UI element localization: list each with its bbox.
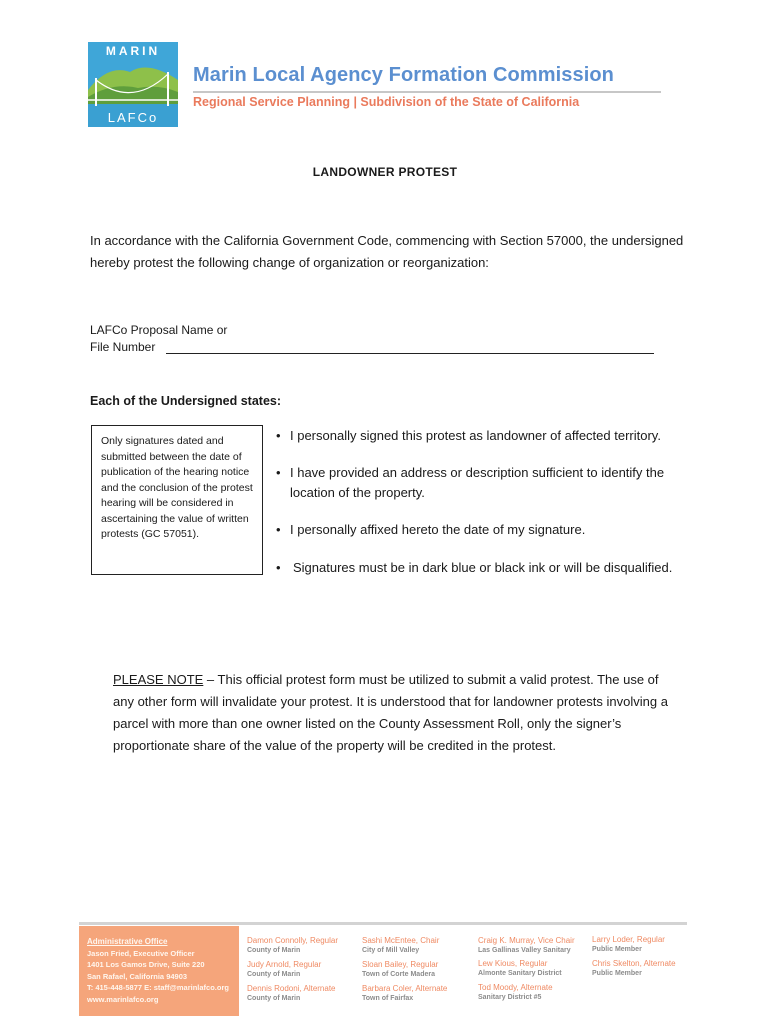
commissioner-role: Las Gallinas Valley Sanitary — [478, 947, 571, 954]
footer-divider — [79, 922, 687, 925]
commissioner — [362, 960, 438, 980]
admin-line: Jason Fried, Executive Officer — [87, 948, 195, 958]
list-item — [276, 558, 696, 578]
proposal-label-line2: File Number — [90, 340, 156, 354]
header-divider — [193, 91, 661, 93]
bullet-icon: • — [276, 522, 281, 537]
commissioner-role: Public Member — [592, 946, 642, 953]
commissioner-name: Damon Connolly, Regular — [247, 936, 339, 945]
bullet-icon: • — [276, 428, 281, 443]
commissioner — [478, 983, 553, 1003]
admin-title: Administrative Office — [87, 937, 168, 946]
admin-website-link[interactable]: www.marinlafco.org — [87, 994, 159, 1004]
please-note-label: PLEASE NOTE — [113, 672, 204, 687]
commissioner-role: Public Member — [592, 970, 642, 977]
commissioner — [478, 959, 562, 979]
commissioner-name: Craig K. Murray, Vice Chair — [478, 936, 575, 945]
commissioner-name: Judy Arnold, Regular — [247, 960, 322, 969]
marin-lafco-logo — [88, 42, 178, 127]
commissioner-role: Town of Fairfax — [362, 995, 414, 1002]
admin-line: San Rafael, California 94903 — [87, 971, 188, 981]
statement-list — [276, 426, 696, 578]
admin-line: T: 415-448-5877 E: staff@marinlafco.org — [87, 983, 229, 992]
undersigned-heading: Each of the Undersigned states: — [90, 394, 282, 408]
signature-note-box: Only signatures dated and submitted between the date of publication of the hearing notice and the conclusion of the protest hearing will be considered in ascertaining the value of written protests (GC 57051). — [91, 425, 263, 575]
file-number-field[interactable] — [166, 353, 654, 354]
commissioner-name: Tod Moody, Alternate — [478, 983, 553, 992]
commissioner — [362, 936, 439, 956]
commissioner — [478, 936, 575, 956]
commissioner-role: Sanitary District #5 — [478, 994, 542, 1001]
commissioner-name: Sloan Bailey, Regular — [362, 960, 439, 969]
administrative-office-box — [79, 926, 239, 1016]
commissioner-role: County of Marin — [247, 971, 301, 978]
commissioner-name: Lew Kious, Regular — [478, 959, 548, 968]
commissioner-name: Barbara Coler, Alternate — [362, 984, 448, 993]
admin-line: 1401 Los Gamos Drive, Suite 220 — [87, 960, 205, 969]
document-title: LANDOWNER PROTEST — [312, 165, 458, 179]
list-item — [276, 426, 696, 446]
statement-text: I personally affixed hereto the date of my signature. — [290, 522, 586, 537]
proposal-label-line1: LAFCo Proposal Name or — [90, 323, 228, 337]
please-note-paragraph — [113, 669, 683, 757]
commissioner — [362, 984, 447, 1004]
commissioner — [247, 960, 321, 980]
logo-text-bottom: LAFCo — [107, 110, 159, 125]
proposal-label — [90, 322, 227, 356]
commissioner-role: Town of Corte Madera — [362, 971, 435, 978]
list-item — [276, 463, 696, 503]
org-title: Marin Local Agency Formation Commission — [193, 64, 614, 86]
commissioner — [247, 984, 336, 1004]
commissioner-name: Sashi McEntee, Chair — [362, 936, 440, 945]
commissioner-role: Almonte Sanitary District — [478, 970, 562, 977]
commissioner-name: Chris Skelton, Alternate — [592, 959, 676, 968]
list-item — [276, 520, 696, 540]
commissioner-role: County of Marin — [247, 947, 301, 954]
commissioner — [247, 936, 338, 956]
org-subtitle: Regional Service Planning | Subdivision of the State of California — [193, 95, 580, 109]
please-note-text: – This official protest form must be utilized to submit a valid protest. The use of any other form will invalidate your protest. It is understood that for landowner protests involving a parcel with more than one owner listed on the County Assessment Roll, only the signer’s proportionate share of the value of the property will be credited in the protest. — [113, 672, 668, 753]
bullet-icon: • — [276, 465, 281, 480]
commissioner-name: Dennis Rodoni, Alternate — [247, 984, 336, 993]
commissioner — [592, 935, 665, 955]
statement-text: Signatures must be in dark blue or black ink or will be disqualified. — [293, 560, 673, 575]
logo-text-top: MARIN — [105, 44, 161, 58]
intro-paragraph: In accordance with the California Government Code, commencing with Section 57000, the undersigned hereby protest the following change of organization or reorganization: — [90, 233, 684, 270]
bullet-icon: • — [276, 560, 281, 575]
commissioner-role: County of Marin — [247, 995, 301, 1002]
statement-text: I have provided an address or description sufficient to identify the location of the property. — [290, 465, 665, 500]
commissioner-role: City of Mill Valley — [362, 947, 420, 954]
commissioner-name: Larry Loder, Regular — [592, 935, 665, 944]
commissioner — [592, 959, 676, 979]
statement-text: I personally signed this protest as landowner of affected territory. — [290, 428, 661, 443]
